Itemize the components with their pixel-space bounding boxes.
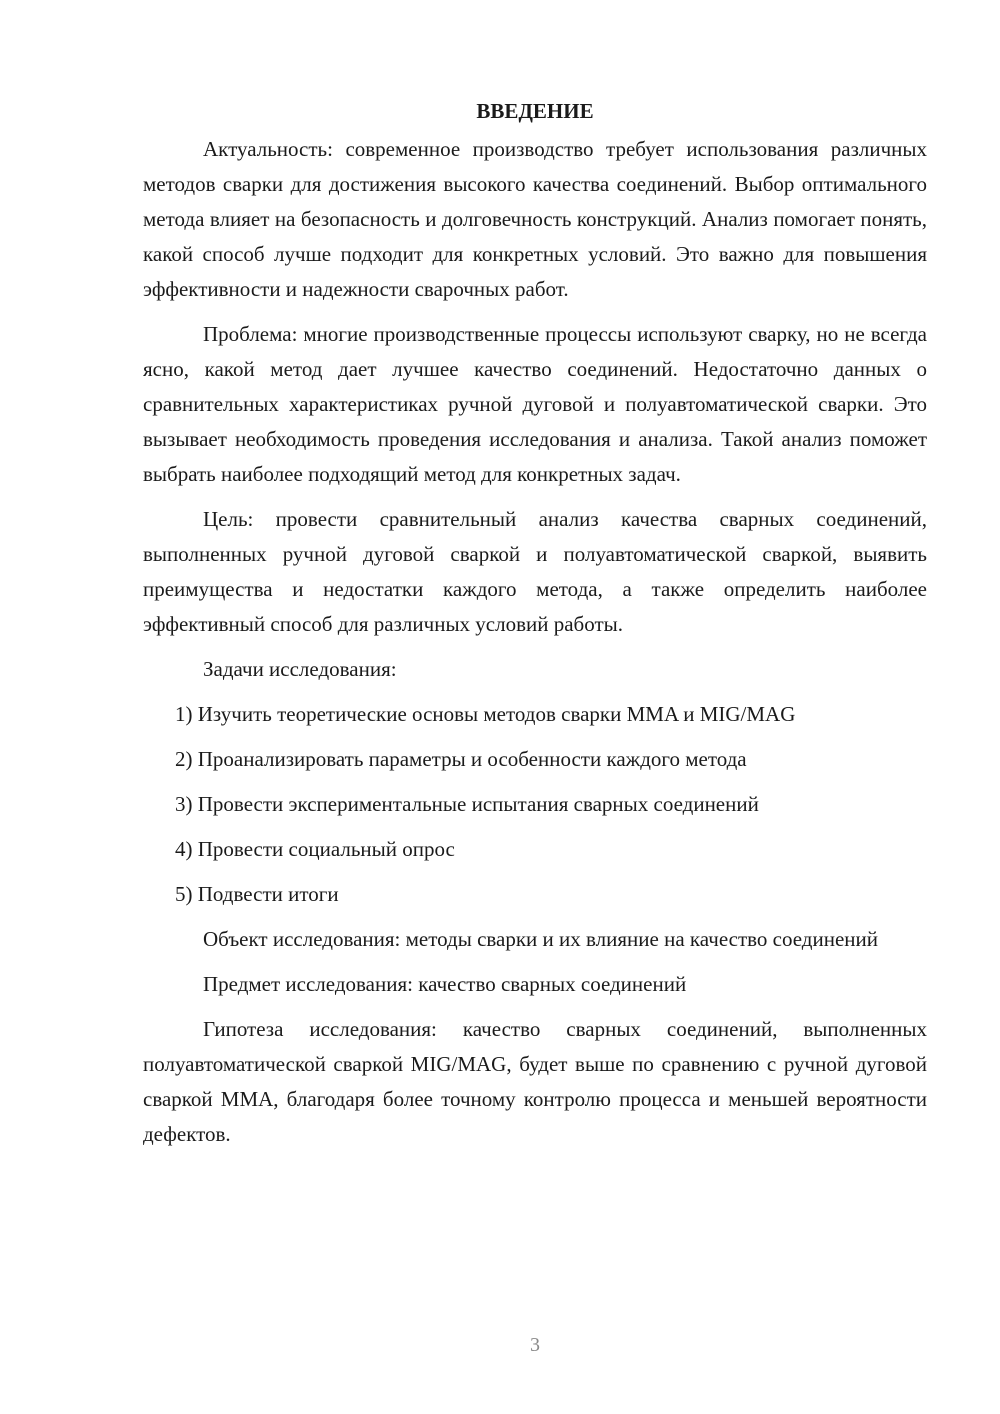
tasks-list [143,697,927,912]
object-paragraph: Объект исследования: методы сварки и их влияние на качество соединений [203,927,879,951]
list-item: 2) Проанализировать параметры и особенности каждого метода [175,747,747,771]
tasks-heading: Задачи исследования: [203,657,397,681]
hypothesis-paragraph: Гипотеза исследования: качество сварных соединений, выполненных полуавтоматической сваркой MIG/MAG, будет выше по сравнению с ручной дуговой сваркой MMA, благодаря более точному контролю процесса и меньшей вероятности дефектов. [143,1017,927,1146]
list-item: 4) Провести социальный опрос [175,837,455,861]
goal-paragraph: Цель: провести сравнительный анализ качества сварных соединений, выполненных ручной дуговой сваркой и полуавтоматической сваркой, выявить преимущества и недостатки каждого метода, а также определить наиболее эффективный способ для различных условий работы. [143,507,927,636]
subject-paragraph: Предмет исследования: качество сварных соединений [203,972,687,996]
list-item: 3) Провести экспериментальные испытания сварных соединений [175,792,759,816]
problem-paragraph: Проблема: многие производственные процессы используют сварку, но не всегда ясно, какой метод дает лучшее качество соединений. Недостаточно данных о сравнительных характеристиках ручной дуговой и полуавтоматической сварки. Это вызывает необходимость проведения исследования и анализа. Такой анализ поможет выбрать наиболее подходящий метод для конкретных задач. [143,322,927,486]
page-number: 3 [530,1334,540,1356]
page-title: ВВЕДЕНИЕ [476,99,594,123]
list-item: 5) Подвести итоги [175,882,339,906]
document-page [143,96,927,1162]
list-item: 1) Изучить теоретические основы методов сварки MMA и MIG/MAG [175,702,796,726]
relevance-paragraph: Актуальность: современное производство требует использования различных методов сварки для достижения высокого качества соединений. Выбор оптимального метода влияет на безопасность и долговечность конструкций. Анализ помогает понять, какой способ лучше подходит для конкретных условий. Это важно для повышения эффективности и надежности сварочных работ. [143,137,927,301]
